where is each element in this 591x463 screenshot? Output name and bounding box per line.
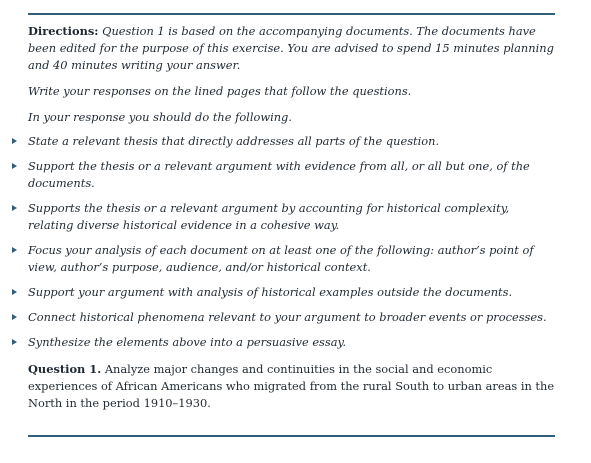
list-item-text: Support the thesis or a relevant argument with evidence from all, or all but one, of the documents. <box>28 159 530 190</box>
list-item-text: Connect historical phenomena relevant to your argument to broader events or processes. <box>28 310 547 324</box>
list-item <box>28 284 555 301</box>
list-item <box>28 158 555 192</box>
write-note: Write your responses on the lined pages that follow the questions. <box>28 84 412 98</box>
question-paragraph <box>28 361 555 412</box>
directions-paragraph <box>28 23 555 74</box>
triangle-bullet-icon <box>12 163 17 169</box>
triangle-bullet-icon <box>12 289 17 295</box>
triangle-bullet-icon <box>12 339 17 345</box>
top-rule <box>28 13 555 15</box>
directions-text: Question 1 is based on the accompanying documents. The documents have been edited for the purpose of this exercise. You are advised to spend 15 minutes planning and 40 minutes writing your answer. <box>28 24 554 72</box>
triangle-bullet-icon <box>12 247 17 253</box>
list-item <box>28 242 555 276</box>
list-item-text: Synthesize the elements above into a persuasive essay. <box>28 335 347 349</box>
question-text: Analyze major changes and continuities in the social and economic experiences of African Americans who migrated from the rural South to urban areas in the North in the period 1910–1930. <box>28 362 555 410</box>
list-item <box>28 334 555 351</box>
list-item <box>28 133 555 150</box>
list-item <box>28 309 555 326</box>
intro-text: In your response you should do the following. <box>28 110 292 124</box>
triangle-bullet-icon <box>12 314 17 320</box>
list-item-text: Support your argument with analysis of historical examples outside the documents. <box>28 285 513 299</box>
instructions-box <box>28 23 555 412</box>
list-item-text: Focus your analysis of each document on at least one of the following: author’s point of view, author’s purpose, audience, and/or historical context. <box>28 243 534 274</box>
requirements-list <box>28 133 555 351</box>
triangle-bullet-icon <box>12 138 17 144</box>
bottom-rule <box>28 435 555 437</box>
directions-label: Directions: <box>28 24 99 38</box>
question-label: Question 1. <box>28 362 102 376</box>
triangle-bullet-icon <box>12 205 17 211</box>
list-item-text: Supports the thesis or a relevant argument by accounting for historical complexity, relating diverse historical evidence in a cohesive way. <box>28 201 510 232</box>
list-item <box>28 200 555 234</box>
list-item-text: State a relevant thesis that directly addresses all parts of the question. <box>28 134 440 148</box>
